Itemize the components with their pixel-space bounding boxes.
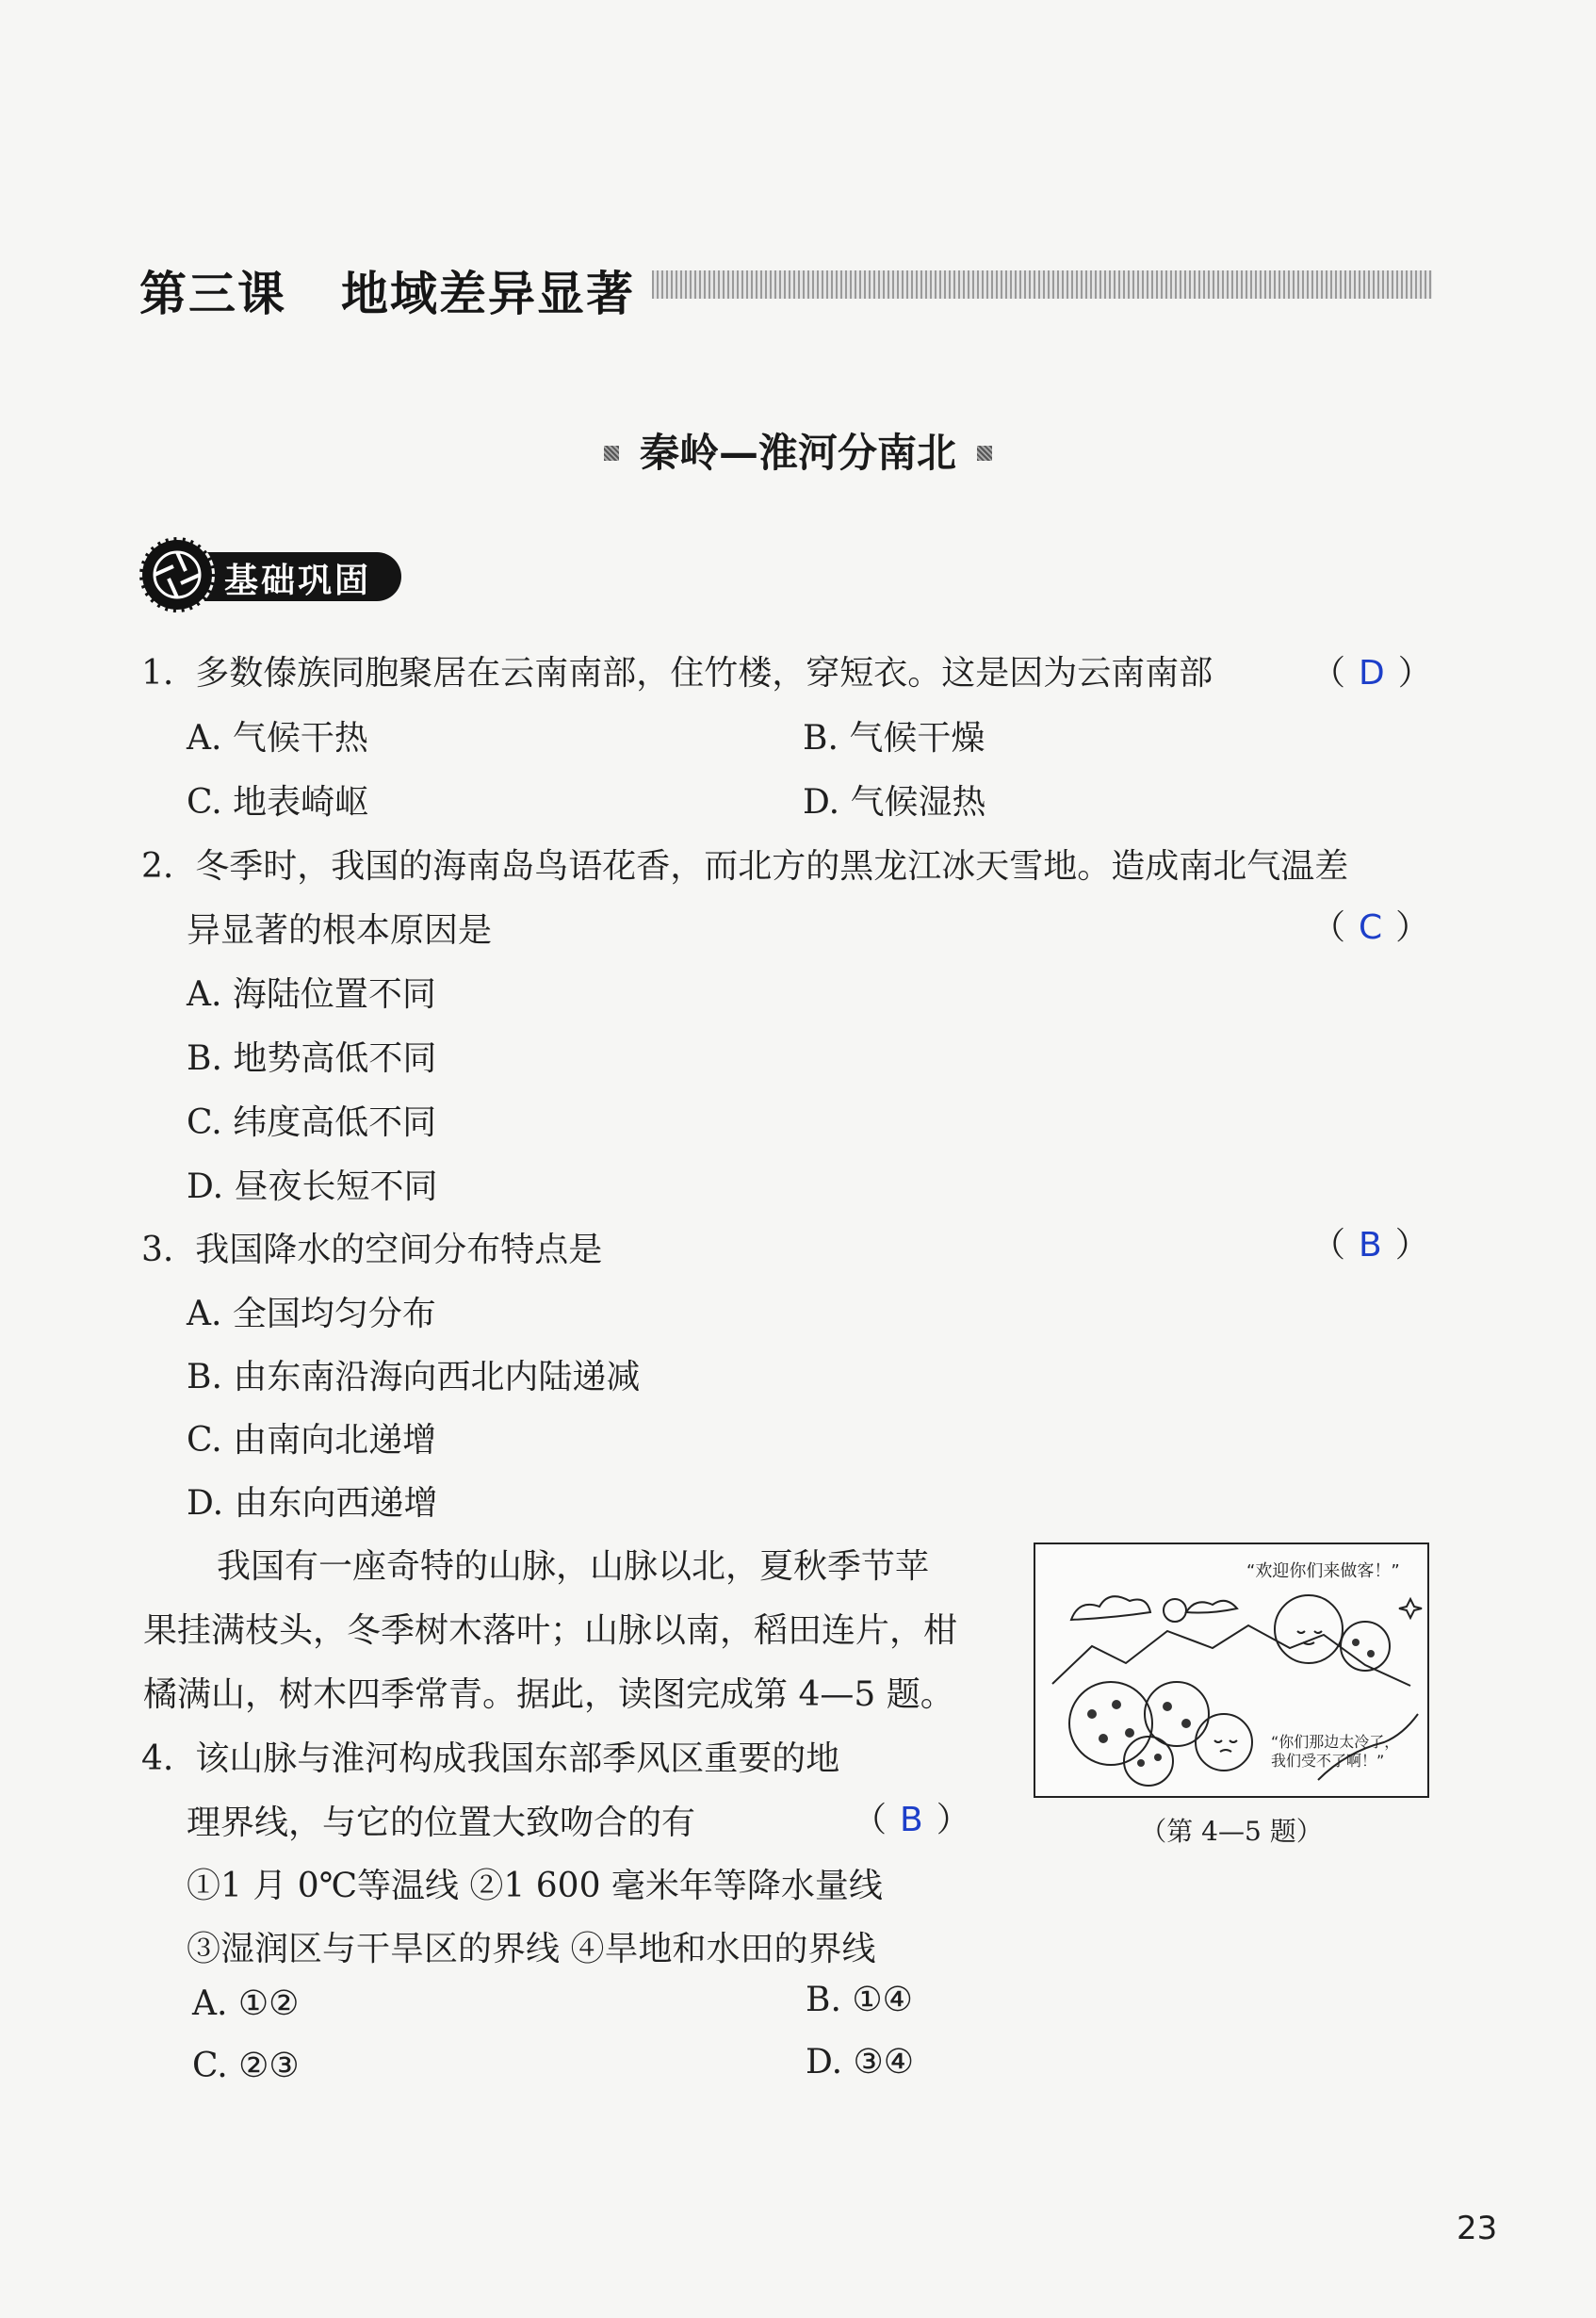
q4-option-d: D. ③④ (806, 2043, 915, 2081)
q4-item-line-1: ①1 月 0℃等温线 ②1 600 毫米年等降水量线 (187, 1867, 883, 1905)
cloud-shape (1071, 1596, 1150, 1620)
mountain-cartoon-figure (1034, 1543, 1429, 1798)
passage-line-1: 我国有一座奇特的山脉，山脉以北，夏秋季节苹 (217, 1547, 930, 1586)
face-shape (1214, 1740, 1237, 1752)
question-3-answer: （ B ） (1311, 1226, 1429, 1265)
title-decoration-band (652, 270, 1432, 299)
mountain-ridge (1052, 1625, 1410, 1686)
question-4-stem: 4. 该山脉与淮河构成我国东部季风区重要的地 (141, 1739, 840, 1778)
passage-line-2: 果挂满枝头，冬季树木落叶；山脉以南，稻田连片，柑 (143, 1611, 958, 1650)
q3-option-a: A. 全国均匀分布 (187, 1295, 436, 1333)
q2-option-d: D. 昼夜长短不同 (187, 1167, 438, 1206)
lesson-number: 第三课 (139, 266, 286, 321)
q3-option-b: B. 由东南沿海向西北内陆递减 (187, 1358, 641, 1396)
fruit-dot (1163, 1702, 1172, 1711)
q2-option-c: C. 纬度高低不同 (187, 1103, 437, 1142)
fruit-dot (1181, 1719, 1191, 1728)
fruit-dot (1154, 1754, 1162, 1761)
question-1-answer: （ D ） (1311, 654, 1432, 693)
passage-line-3: 橘满山，树木四季常青。据此，读图完成第 4—5 题。 (143, 1675, 954, 1714)
sun-shape (1164, 1599, 1186, 1622)
fruit-dot (1352, 1639, 1360, 1646)
fruit-dot (1087, 1709, 1097, 1719)
figure-caption: （第 4—5 题） (1140, 1816, 1323, 1847)
lesson-name: 地域差异显著 (341, 266, 635, 321)
lesson-title (139, 256, 635, 324)
speech-bubble-north: “欢迎你们来做客！” (1246, 1561, 1400, 1581)
speech-bubble-south: “你们那边太冷了， 我们受不了啊！” (1271, 1733, 1400, 1770)
q2-option-a: A. 海陆位置不同 (187, 975, 436, 1014)
fruit-dot (1367, 1650, 1375, 1657)
q1-option-d: D. 气候湿热 (803, 783, 986, 822)
fruit-dot (1099, 1734, 1108, 1743)
q1-option-b: B. 气候干燥 (803, 719, 985, 758)
basic-consolidation-badge (139, 537, 407, 614)
tree-shape (1069, 1682, 1152, 1765)
cloud-shape (1186, 1601, 1237, 1613)
question-2-stem: 2. 冬季时，我国的海南岛鸟语花香，而北方的黑龙江冰天雪地。造成南北气温差 (141, 847, 1349, 886)
q2-option-b: B. 地势高低不同 (187, 1039, 437, 1078)
tree-shape (1275, 1595, 1343, 1663)
fruit-dot (1137, 1759, 1145, 1767)
square-bullet-icon (604, 446, 619, 461)
section-title: 秦岭—淮河分南北 (639, 430, 956, 476)
tree-shape (1196, 1714, 1252, 1771)
section-heading (0, 422, 1596, 479)
question-3-stem: 3. 我国降水的空间分布特点是 (141, 1231, 603, 1269)
q4-item-line-2: ③湿润区与干旱区的界线 ④旱地和水田的界线 (187, 1930, 876, 1968)
q1-option-c: C. 地表崎岖 (187, 783, 369, 822)
page-number: 23 (1457, 2210, 1498, 2247)
question-1-stem: 1. 多数傣族同胞聚居在云南南部，住竹楼，穿短衣。这是因为云南南部 (141, 654, 1213, 693)
question-4-answer: （ B ） (853, 1801, 970, 1839)
sparkle-icon (1399, 1599, 1422, 1618)
badge-label: 基础巩固 (224, 562, 372, 600)
question-4-stem-cont: 理界线，与它的位置大致吻合的有 (187, 1804, 696, 1842)
fruit-dot (1125, 1728, 1134, 1738)
question-2-answer: （ C ） (1311, 908, 1430, 947)
fruit-dot (1112, 1700, 1121, 1709)
q4-option-b: B. ①④ (806, 1981, 913, 2019)
q4-option-a: A. ①② (192, 1984, 300, 2023)
q1-option-a: A. 气候干热 (187, 719, 368, 758)
q3-option-d: D. 由东向西递增 (187, 1484, 438, 1523)
square-bullet-icon (977, 446, 992, 461)
q4-option-c: C. ②③ (192, 2047, 300, 2085)
q3-option-c: C. 由南向北递增 (187, 1421, 437, 1460)
tree-shape (1124, 1737, 1173, 1786)
question-2-stem-cont: 异显著的根本原因是 (187, 911, 493, 950)
tree-shape (1341, 1622, 1390, 1671)
aperture-icon (139, 537, 215, 612)
